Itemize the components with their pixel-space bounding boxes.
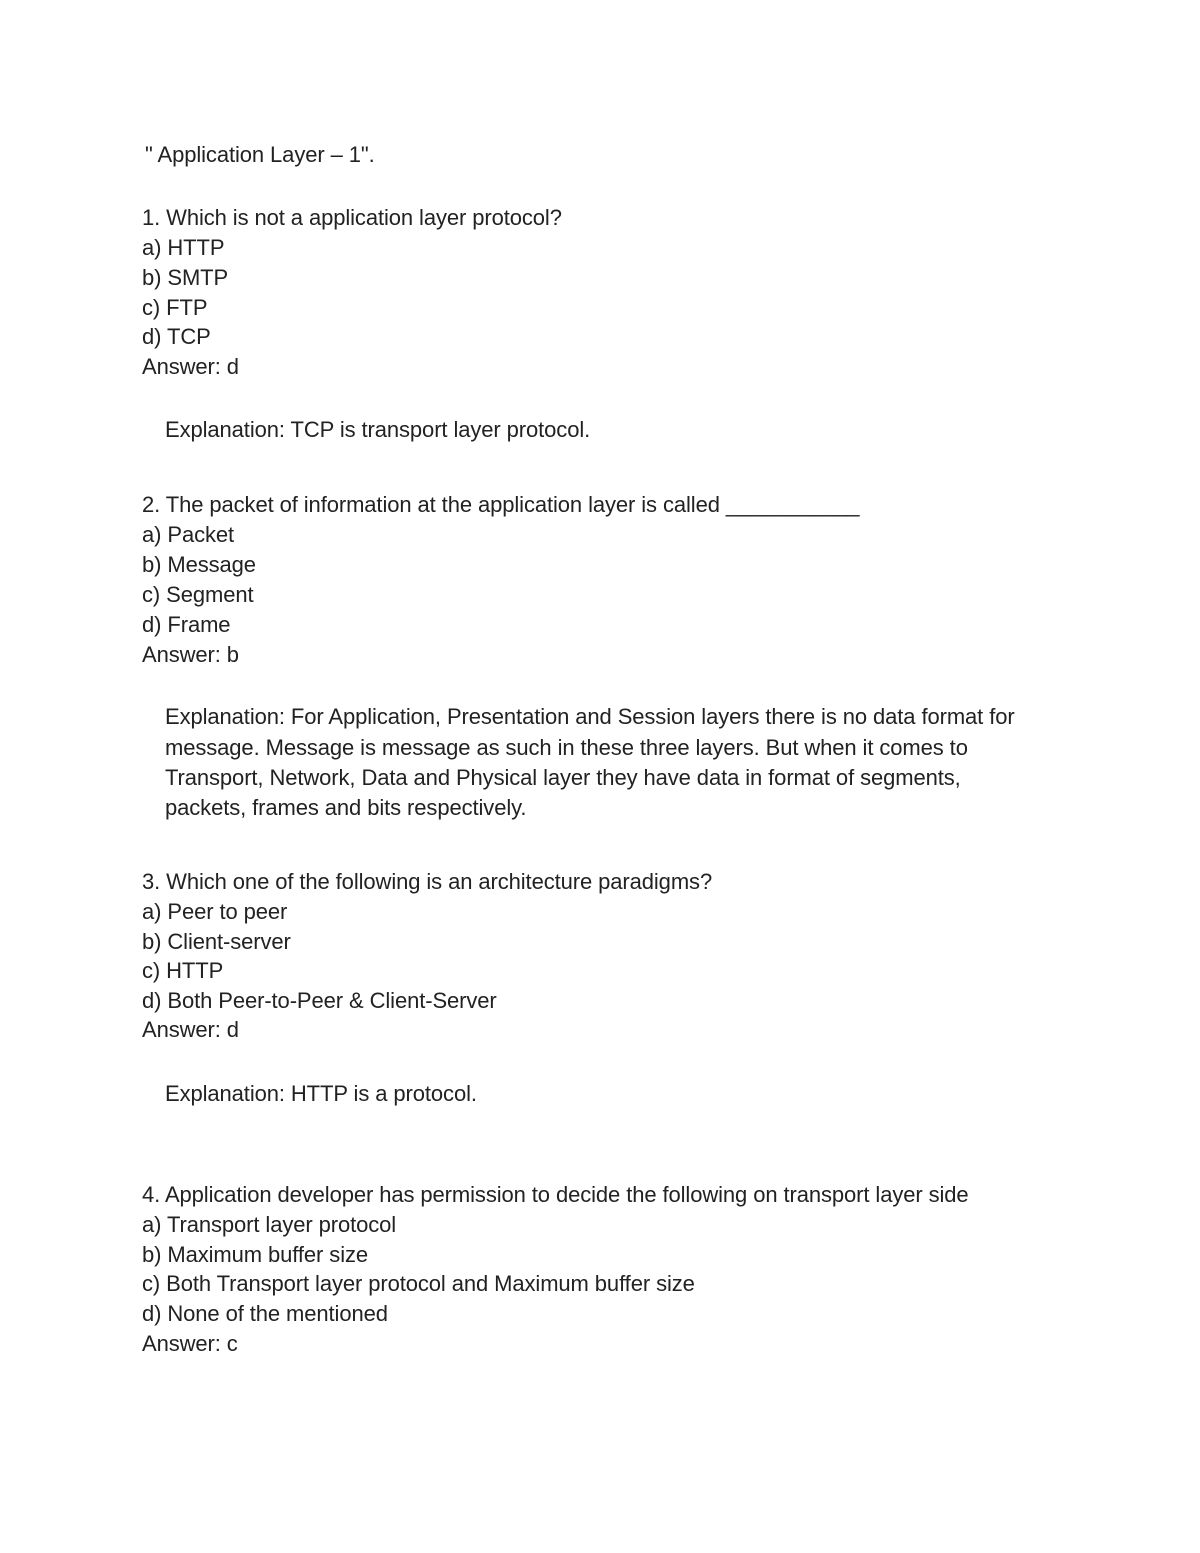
question-2-answer: Answer: b (142, 642, 239, 667)
question-4-option-d: d) None of the mentioned (142, 1301, 388, 1326)
question-1-option-c: c) FTP (142, 295, 208, 320)
question-3-answer: Answer: d (142, 1017, 239, 1042)
question-3-text: 3. Which one of the following is an architecture paradigms? (142, 869, 713, 894)
question-1-answer: Answer: d (142, 354, 239, 379)
document-title: " Application Layer – 1". (145, 142, 375, 167)
question-4-option-c: c) Both Transport layer protocol and Maximum buffer size (142, 1271, 695, 1296)
question-3-explanation: Explanation: HTTP is a protocol. (165, 1081, 477, 1106)
question-2-explanation-line-4: packets, frames and bits respectively. (165, 795, 527, 820)
question-4-answer: Answer: c (142, 1331, 238, 1356)
question-4-option-b: b) Maximum buffer size (142, 1242, 369, 1267)
question-1-option-b: b) SMTP (142, 265, 229, 290)
question-2-explanation-line-1: Explanation: For Application, Presentation and Session layers there is no data format for (165, 704, 1015, 729)
question-1-option-a: a) HTTP (142, 235, 225, 260)
question-2-explanation-line-2: message. Message is message as such in these three layers. But when it comes to (165, 735, 968, 760)
question-1-text: 1. Which is not a application layer protocol? (142, 205, 562, 230)
question-2-option-a: a) Packet (142, 522, 235, 547)
question-2-explanation-line-3: Transport, Network, Data and Physical layer they have data in format of segments, (165, 765, 961, 790)
question-1-option-d: d) TCP (142, 324, 211, 349)
question-2-option-c: c) Segment (142, 582, 254, 607)
question-4-option-a: a) Transport layer protocol (142, 1212, 397, 1237)
question-3-option-c: c) HTTP (142, 958, 224, 983)
question-3-option-b: b) Client-server (142, 929, 291, 954)
question-4-text: 4. Application developer has permission to decide the following on transport layer side (142, 1182, 969, 1207)
question-3-option-d: d) Both Peer-to-Peer & Client-Server (142, 988, 497, 1013)
question-2-option-b: b) Message (142, 552, 256, 577)
question-1-explanation: Explanation: TCP is transport layer protocol. (165, 417, 591, 442)
question-2-text: 2. The packet of information at the application layer is called ___________ (142, 492, 860, 517)
question-3-option-a: a) Peer to peer (142, 899, 288, 924)
question-2-option-d: d) Frame (142, 612, 231, 637)
